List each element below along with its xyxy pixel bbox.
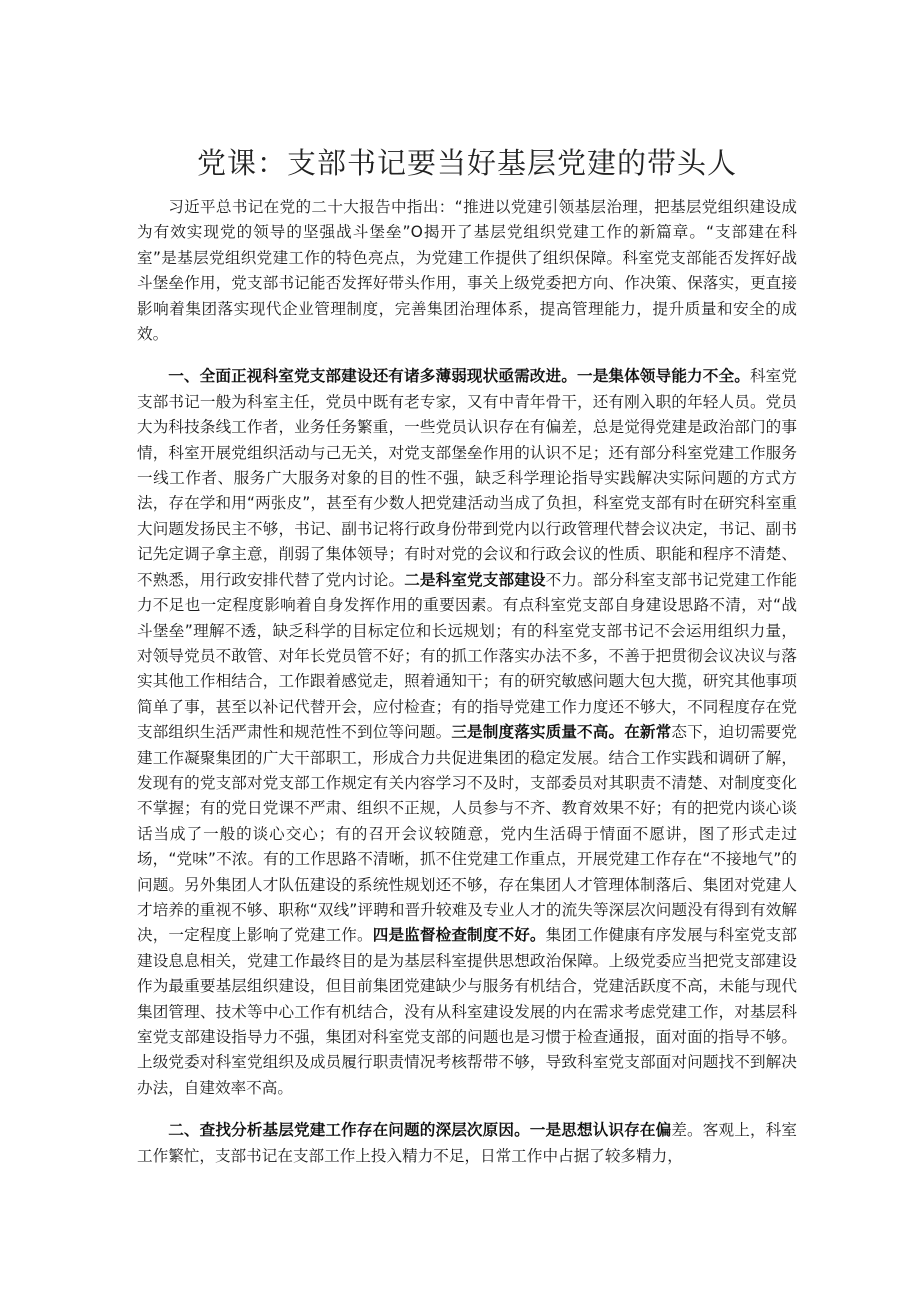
paragraph-text: 差。客观上，科室工作繁忙，支部书记在支部工作上投入精力不足，日常工作中占据了较多精力， [137,1121,797,1165]
section-heading: 二、查找分析基层党建工作存在问题的深层次原因。一是思想认识存在偏 [168,1121,672,1140]
paragraph-text: 科室党支部书记一般为科室主任，党员中既有老专家，又有中青年骨干，还有刚入职的年轻人员。党员大为科技条线工作者，业务任务繁重，一些党员认识存在有偏差，总是觉得党建是政治部门的事情，科室开展党组织活动与己无关，对党支部堡垒作用的认识不足；还有部分科室党建工作服务一线工作者、服务广大服务对象的目的性不强，缺乏科学理论指导实践解决实际问题的方式方法，存在学和用“两张皮”，甚至有少数人把党建活动当成了负担，科室党支部有时在研究科室重大问题发扬民主不够，书记、副书记将行政身份带到党内以行政管理代替会议决定，书记、副书记先定调子拿主意，削弱了集体领导；有时对党的会议和行政会议的性质、职能和程序不清楚、不熟悉，用行政安排代替了党内讨论。 [137,367,797,589]
point-heading: 三是制度落实质量不高。在新常 [451,723,672,742]
paragraph-text: 集团工作健康有序发展与科室党支部建设息息相关，党建工作最终目的是为基层科室提供思想政治保障。上级党委应当把党支部建设作为最重要基层组织建设，但目前集团党建缺少与服务有机结合，党建活跃度不高，未能与现代集团管理、技术等中心工作有机结合，没有从科室建设发展的内在需求考虑党建工作，对基层科室党支部建设指导力不强，集团对科室党支部的问题也是习惯于检查通报，面对面的指导不够。上级党委对科室党组织及成员履行职责情况考核帮带不够，导致科室党支部面对问题找不到解决办法，自建效率不高。 [137,926,797,1097]
paragraph-intro [137,195,797,347]
paragraph-text: 不力。部分科室支部书记党建工作能力不足也一定程度影响着自身发挥作用的重要因素。有点科室党支部自身建设思路不清，对“战斗堡垒”理解不透，缺乏科学的目标定位和长远规划；有的科室党支部书记不会运用组织力量，对领导党员不敢管、对年长党员管不好；有的抓工作落实办法不多，不善于把贯彻会议决议与落实其他工作相结合，工作跟着感觉走，照着通知干；有的研究敏感问题大包大揽，研究其他事项简单了事，甚至以补记代替开会，应付检查；有的指导党建工作力度还不够大，不同程度存在党支部组织生活严肃性和规范性不到位等问题。 [137,570,797,742]
point-heading: 二是科室党支部建设 [404,570,546,589]
document-title: 党课：支部书记要当好基层党建的带头人 [196,146,737,180]
section-heading: 一、全面正视科室党支部建设还有诸多薄弱现状亟需改进。一是集体领导能力不全。 [168,367,750,386]
point-heading: 四是监督检查制度不好。 [372,926,546,945]
paragraph-text: 习近平总书记在党的二十大报告中指出：“推进以党建引领基层治理，把基层党组织建设成为有效实现党的领导的坚强战斗堡垒”O揭开了基层党组织党建工作的新篇章。“支部建在科室”是基层党组织党建工作的特色亮点，为党建工作提供了组织保障。科室党支部能否发挥好战斗堡垒作用，党支部书记能否发挥好带头作用，事关上级党委把方向、作决策、保落实，更直接影响着集团落实现代企业管理制度，完善集团治理体系，提高管理能力，提升质量和安全的成效。 [137,198,797,344]
document-body [137,195,797,1186]
paragraph-text: 态下，迫切需要党建工作凝聚集团的广大干部职工，形成合力共促进集团的稳定发展。结合工作实践和调研了解，发现有的党支部对党支部工作规定有关内容学习不及时，支部委员对其职责不清楚、对制度变化不掌握；有的党日党课不严肃、组织不正规，人员参与不齐、教育效果不好；有的把党内谈心谈话当成了一般的谈心交心；有的召开会议较随意，党内生活碍于情面不愿讲，图了形式走过场，“党味”不浓。有的工作思路不清晰，抓不住党建工作重点，开展党建工作存在“不接地气”的问题。另外集团人才队伍建设的系统性规划还不够，存在集团人才管理体制落后、集团对党建人才培养的重视不够、职称“双线”评聘和晋升较难及专业人才的流失等深层次问题没有得到有效解决，一定程度上影响了党建工作。 [137,723,797,945]
paragraph-section-2 [137,1118,797,1169]
paragraph-section-1 [137,364,797,1101]
